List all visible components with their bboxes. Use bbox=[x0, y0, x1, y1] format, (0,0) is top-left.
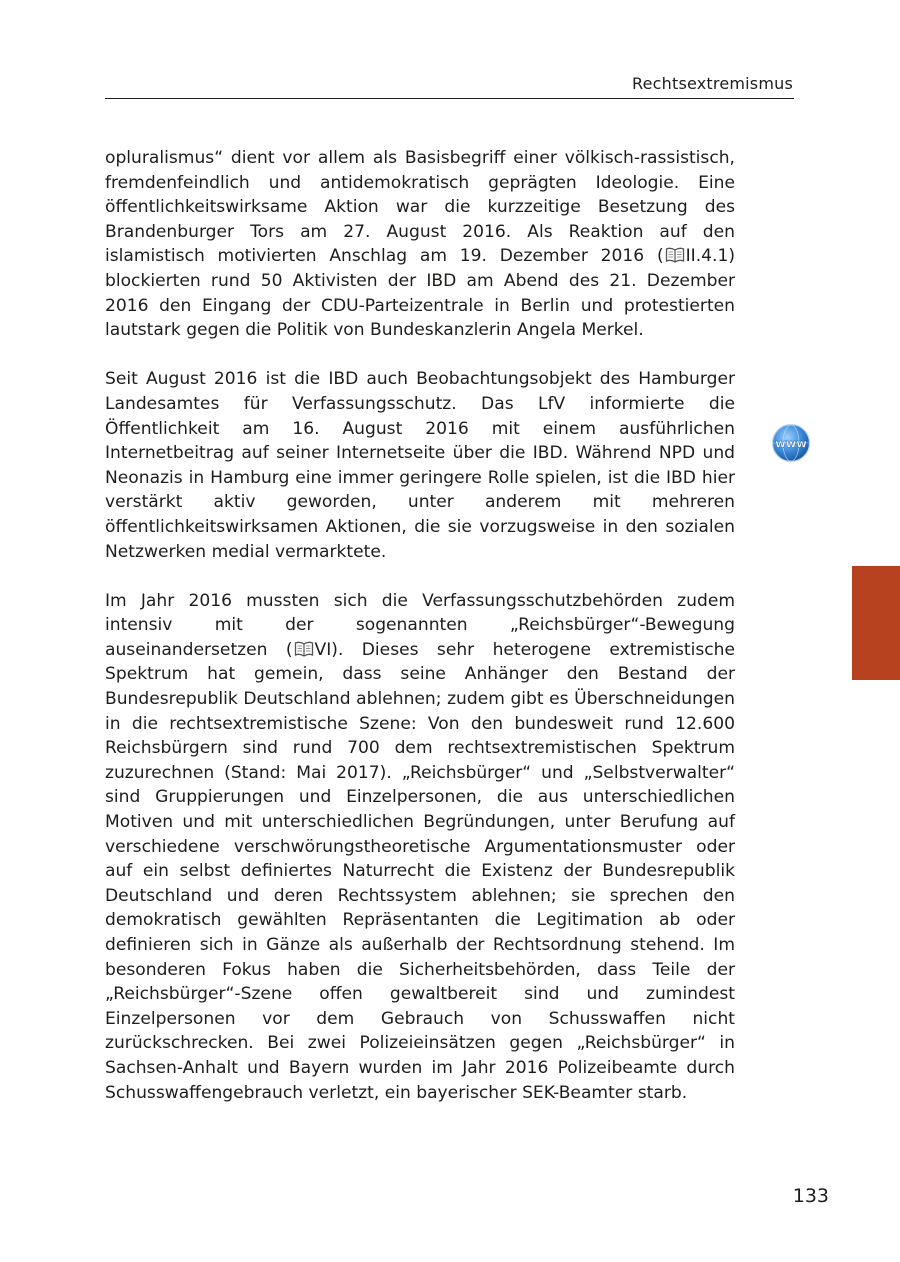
page-number: 133 bbox=[792, 1185, 829, 1207]
cross-reference[interactable]: VI bbox=[314, 639, 332, 660]
paragraph-1: opluralismus“ dient vor allem als Basisbegriff einer völkisch-rassistisch, fremdenfeindlich und antidemokratisch geprägten Ideologie. Eine öffentlichkeitswirksame Aktion war die kurzzeitige Besetzung des Brandenburger Tors am 27. August 2016. Als Reaktion auf den islamistisch motivierten Anschlag am 19. Dezember 2016 ( II.4.1) blockierten rund 50 Aktivisten der IBD am Abend des 21. Dezember 2016 den Eingang der CDU-Parteizentrale in Berlin und protestierten lautstark gegen die Politik von Bundeskanzlerin Angela Merkel. bbox=[105, 148, 735, 341]
header-rule bbox=[105, 98, 794, 99]
www-globe-icon[interactable] bbox=[771, 423, 811, 463]
chapter-side-tab bbox=[852, 566, 900, 680]
paragraph-3: Im Jahr 2016 mussten sich die Verfassungsschutzbehörden zudem intensiv mit der sogenannten „Reichsbürger“-Bewegung auseinandersetzen ( VI). Dieses sehr heterogene extremistische Spektrum hat gemein, dass seine Anhänger den Bestand der Bundesrepublik Deutschland ablehnen; zudem gibt es Überschneidungen in die rechtsextremistische Szene: Von den bundesweit rund 12.600 Reichsbürgern sind rund 700 dem rechtsextremistischen Spektrum zuzurechnen (Stand: Mai 2017). „Reichsbürger“ und „Selbstverwalter“ sind Gruppierungen und Einzelpersonen, die aus unterschiedlichen Motiven und mit unterschiedlichen Begründungen, unter Berufung auf verschiedene verschwörungstheoretische Argumentationsmuster oder auf ein selbst definiertes Naturrecht die Existenz der Bundesrepublik Deutschland und deren Rechtssystem ablehnen; sie sprechen den demokratisch gewählten Repräsentanten die Legitimation ab oder definieren sich in Gänze als außerhalb der Rechtsordnung stehend. Im besonderen Fokus haben die Sicherheitsbehörden, dass Teile der „Reichsbürger“-Szene offen gewaltbereit sind und zumindest Einzelpersonen vor dem Gebrauch von Schusswaffen nicht zurückschrecken. Bei zwei Polizeieinsätzen gegen „Reichsbürger“ in Sachsen-Anhalt und Bayern wurden im Jahr 2016 Polizeibeamte durch Schusswaffengebrauch verletzt, ein bayerischer SEK-Beamter starb. bbox=[105, 590, 735, 1103]
paragraph-2: Seit August 2016 ist die IBD auch Beobachtungsobjekt des Hamburger Landesamtes für Verfassungsschutz. Das LfV informierte die Öffentlichkeit am 16. August 2016 mit einem ausführlichen Internetbeitrag auf seiner Internetseite über die IBD. Während NPD und Neonazis in Hamburg eine immer geringere Rolle spielen, ist die IBD hier verstärkt aktiv geworden, unter anderem mit mehreren öffentlichkeitswirksamen Aktionen, die sie vorzugsweise in den sozialen Netzwerken medial vermarktete. bbox=[105, 369, 735, 562]
cross-reference[interactable]: II.4.1 bbox=[685, 246, 729, 267]
book-reference-icon bbox=[665, 247, 685, 263]
running-header-title: Rechtsextremismus bbox=[632, 74, 793, 93]
www-label: www bbox=[775, 436, 807, 451]
body-text bbox=[105, 146, 735, 1130]
book-reference-icon bbox=[294, 641, 314, 657]
